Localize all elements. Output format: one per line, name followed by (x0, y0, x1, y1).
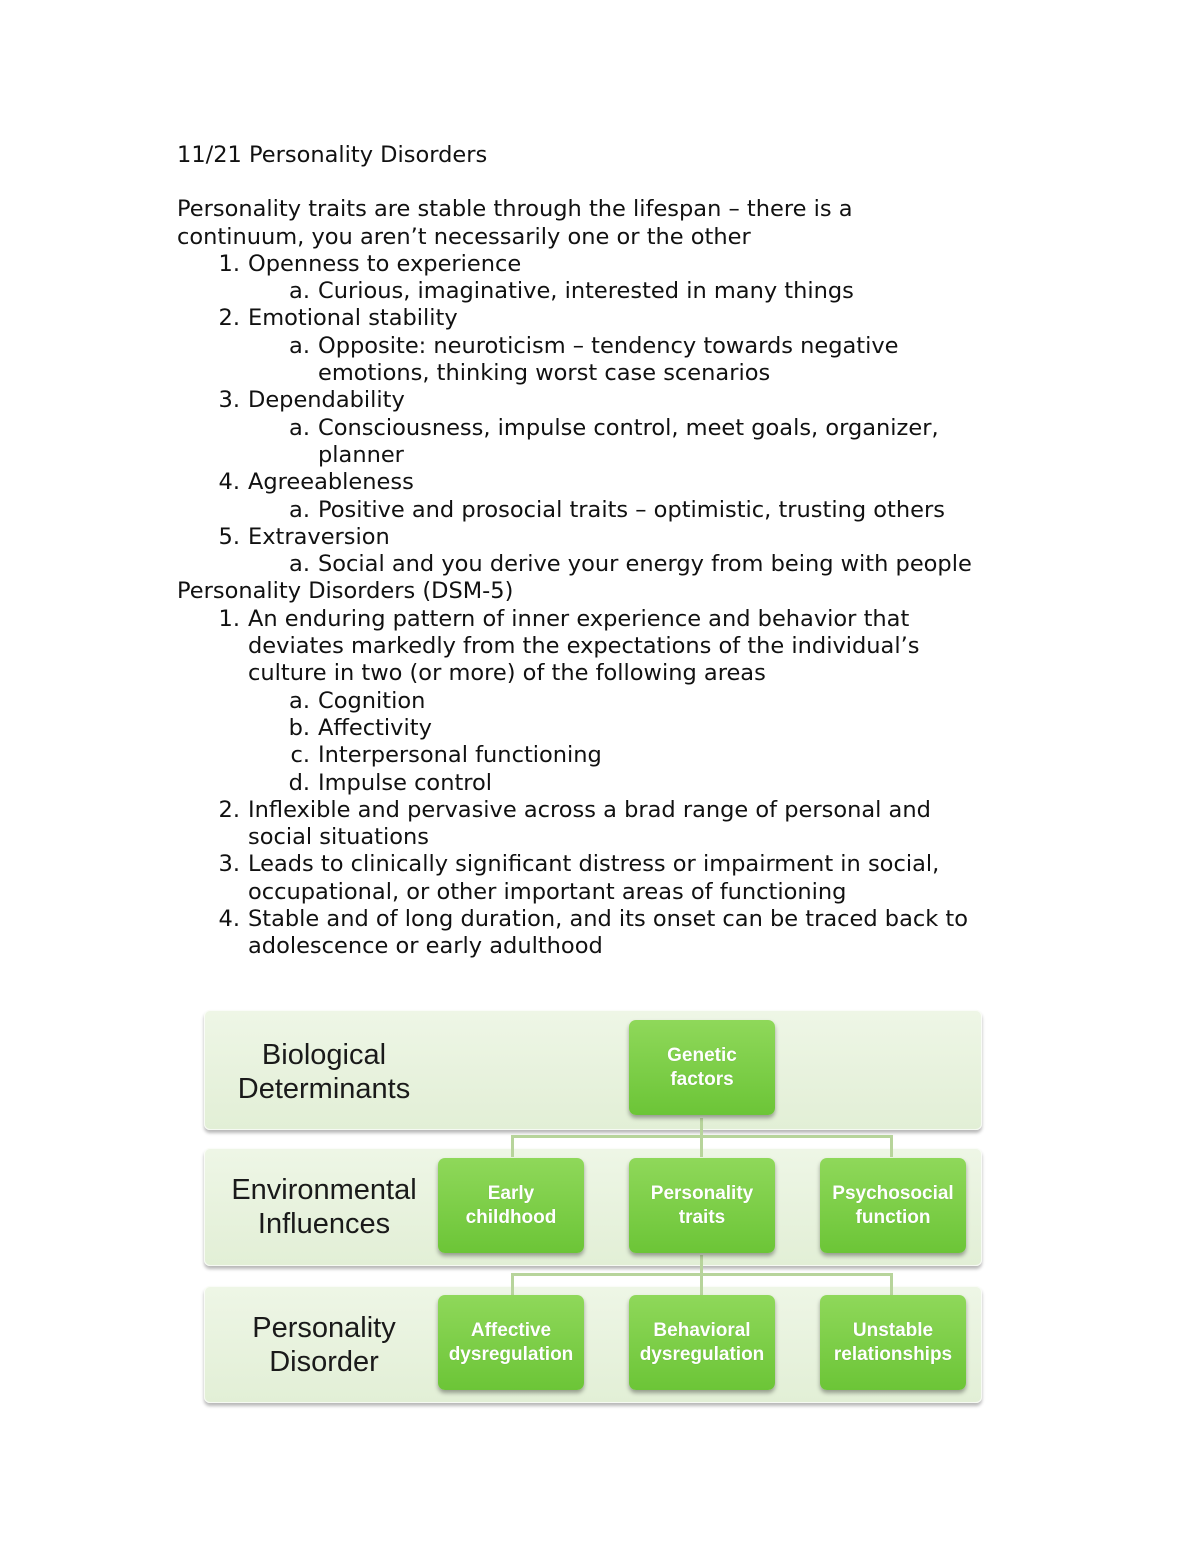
list-item: b. Affectivity (288, 714, 432, 741)
band-biological (204, 1010, 982, 1130)
list-item: 4. Agreeableness (218, 469, 414, 496)
connector (890, 1273, 893, 1295)
list-item: a. Curious, imaginative, interested in many things (289, 278, 854, 305)
band-label: Environmental Influences (231, 1174, 417, 1240)
list-item: 1. An enduring pattern of inner experience and behavior that deviates markedly from the expectations of the individual’s culture in two (or more) of the following areas (218, 605, 920, 687)
list-item: 5. Extraversion (218, 523, 390, 550)
connector (511, 1273, 514, 1295)
list-item: a. Opposite: neuroticism – tendency towards negative emotions, thinking worst case scenarios (289, 332, 899, 387)
connector (700, 1273, 703, 1295)
box-genetic-factors: Genetic factors (629, 1020, 775, 1115)
list-item: a. Positive and prosocial traits – optimistic, trusting others (289, 496, 945, 523)
box-early-childhood: Early childhood (438, 1158, 584, 1253)
page-title: 11/21 Personality Disorders (177, 142, 488, 168)
connector (700, 1135, 703, 1157)
list-item: a. Social and you derive your energy from being with people (289, 551, 972, 578)
list-item: 2. Inflexible and pervasive across a brad range of personal and social situations (218, 796, 931, 851)
band-label: Personality Disorder (252, 1312, 396, 1378)
list-item: 1. Openness to experience (218, 250, 522, 277)
list-item: 3. Dependability (218, 387, 405, 414)
box-psychosocial-function: Psychosocial function (820, 1158, 966, 1253)
criteria-list (177, 606, 1017, 961)
etiology-diagram (200, 1005, 990, 1410)
box-affective-dysregulation: Affective dysregulation (438, 1295, 584, 1390)
connector (511, 1135, 514, 1157)
box-unstable-relationships: Unstable relationships (820, 1295, 966, 1390)
connector (700, 1255, 703, 1275)
list-item: 4. Stable and of long duration, and its onset can be traced back to adolescence or early adulthood (218, 906, 968, 960)
document-body (177, 142, 1017, 961)
traits-list (177, 251, 1017, 579)
list-item: a. Consciousness, impulse control, meet goals, organizer, planner (289, 414, 939, 468)
band-label: Biological Determinants (237, 1039, 411, 1105)
section-heading: Personality Disorders (DSM-5) (177, 578, 514, 605)
list-item: d. Impulse control (288, 769, 493, 796)
list-item: 2. Emotional stability (218, 305, 458, 332)
list-item: 3. Leads to clinically significant distress or impairment in social, occupational, or other important areas of functioning (218, 851, 940, 905)
box-behavioral-dysregulation: Behavioral dysregulation (629, 1295, 775, 1390)
list-item: c. Interpersonal functioning (290, 742, 602, 769)
connector (890, 1135, 893, 1157)
box-personality-traits: Personality traits (629, 1158, 775, 1253)
intro-line-2: continuum, you aren’t necessarily one or the other (177, 223, 751, 250)
intro-line-1: Personality traits are stable through the lifespan – there is a (177, 196, 853, 223)
list-item: a. Cognition (289, 687, 426, 714)
